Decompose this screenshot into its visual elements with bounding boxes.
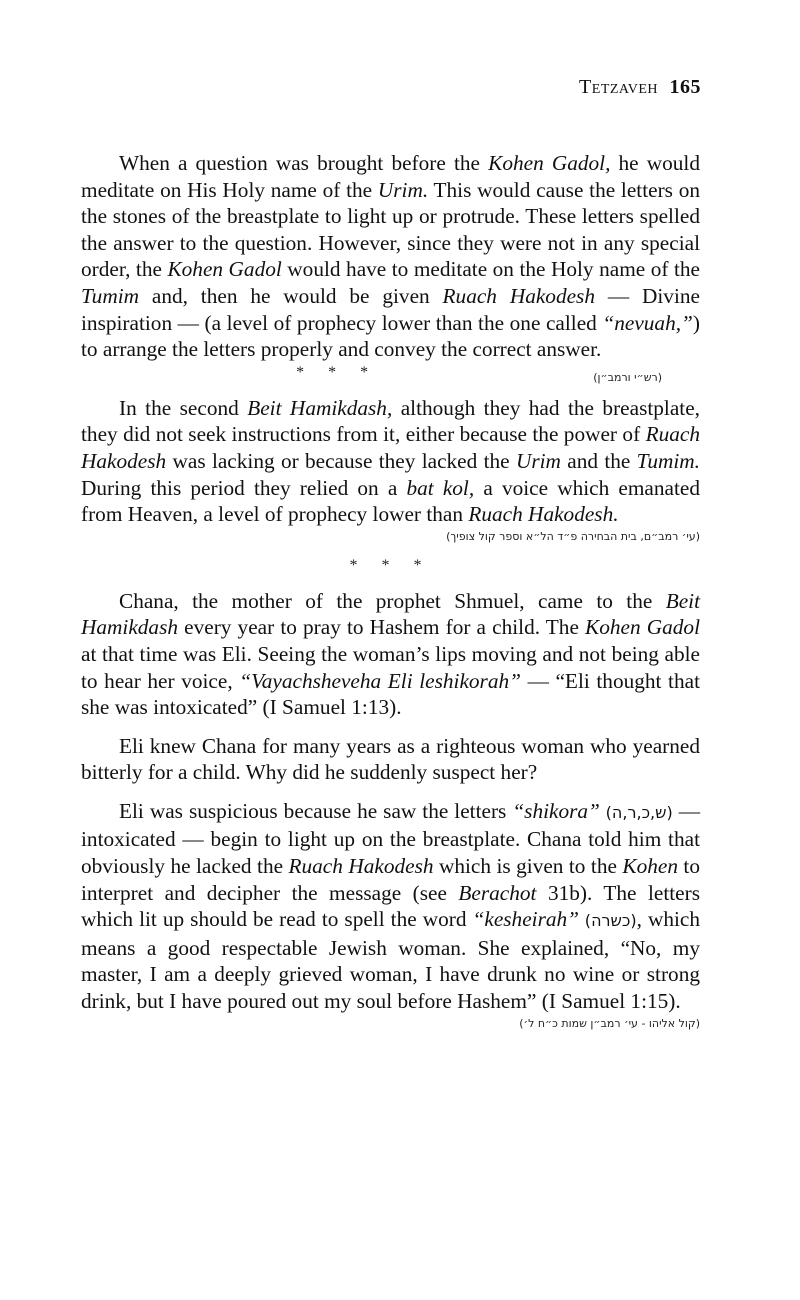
source-citation: (רש״י ורמב״ן) bbox=[593, 370, 662, 384]
italic-term: Ruach Hakodesh bbox=[81, 422, 700, 473]
text: and, then he would be given bbox=[139, 283, 443, 308]
text: and the bbox=[560, 448, 637, 473]
italic-term: “shikora” bbox=[512, 798, 600, 823]
text: — intoxicated — begin to light up on the breastplate. Chana told him that obviously he lacked the bbox=[81, 798, 700, 879]
text: he would meditate on His Holy name of the bbox=[81, 151, 700, 202]
text: at that time was Eli. Seeing the woman’s lips moving and not being able to hear her voice, bbox=[81, 641, 700, 693]
text: to interpret and decipher the message (see bbox=[81, 854, 700, 905]
italic-term: Kohen Gadol bbox=[585, 615, 701, 640]
italic-term: Urim. bbox=[377, 177, 429, 202]
text: would have to meditate on the Holy name of the bbox=[281, 257, 700, 282]
page-body bbox=[81, 150, 700, 1031]
italic-term: “kesheirah” bbox=[472, 907, 580, 932]
italic-term: Kohen Gadol bbox=[167, 257, 282, 282]
hebrew-word: (כשרה) bbox=[579, 911, 637, 931]
text: When a question was brought before the bbox=[119, 151, 489, 175]
text: Eli was suspicious because he saw the letters bbox=[119, 798, 513, 823]
page-number: 165 bbox=[669, 76, 701, 98]
text: Eli knew Chana for many years as a righteous woman who yearned bitterly for a child. Why did he suddenly suspect her? bbox=[81, 733, 700, 785]
text: 31b). The letters which lit up should be read to spell the word bbox=[81, 880, 700, 932]
paragraph-chana bbox=[81, 588, 700, 721]
text: was lacking or because they lacked the bbox=[166, 448, 516, 473]
paragraph-eli-knew bbox=[81, 733, 700, 786]
paragraph-urim-tumim bbox=[81, 150, 700, 384]
text: although they had the breastplate, they did not seek instructions from it, either because the power of bbox=[81, 395, 700, 447]
section-divider: * * * bbox=[349, 556, 432, 574]
text: — Divine inspiration — (a level of prophecy lower than the one called bbox=[81, 283, 700, 335]
running-header bbox=[579, 76, 701, 99]
text: — “Eli thought that she was intoxicated” (I Samuel 1:13). bbox=[81, 668, 700, 720]
italic-term: Ruach Hakodesh. bbox=[468, 502, 619, 527]
hebrew-letters: (ש,כ,ר,ה) bbox=[599, 802, 673, 822]
italic-term: Ruach Hakodesh bbox=[288, 854, 434, 879]
source-citation: (קול אליהו - עי׳ רמב״ן שמות כ״ח ל׳) bbox=[519, 1016, 700, 1030]
italic-term: Beit Hamikdash bbox=[81, 588, 700, 640]
text: Chana, the mother of the prophet Shmuel, came to the bbox=[119, 588, 666, 613]
text: , which means a good respectable Jewish woman. She explained, “No, my master, I am a deeply grieved woman, I have drunk no wine or strong drink, but I have poured out my soul before Hashem” (I Samuel 1:15). bbox=[81, 907, 700, 1014]
section-divider: * * * bbox=[296, 363, 379, 381]
text: which is given to the bbox=[433, 854, 623, 879]
italic-term: Tumim bbox=[81, 283, 139, 308]
source-citation: (עי׳ רמב״ם, בית הבחירה פ״ד הל״א וספר קול צופיך) bbox=[446, 529, 700, 543]
italic-term: “nevuah,” bbox=[602, 310, 693, 335]
text: a voice which emanated from Heaven, a level of prophecy lower than bbox=[81, 475, 700, 527]
text: This would cause the letters on the stones of the breastplate to light up or protrude. These letters spelled the answer to the question. However, since they were not in any special order, the bbox=[81, 177, 700, 282]
italic-term: “Vayachsheveha Eli leshikorah” bbox=[239, 668, 521, 693]
paragraph-second-temple bbox=[81, 395, 700, 528]
italic-term: Ruach Hakodesh bbox=[442, 283, 595, 308]
italic-term: Kohen bbox=[622, 854, 678, 879]
italic-term: Kohen Gadol, bbox=[488, 151, 611, 175]
text: During this period they relied on a bbox=[81, 475, 407, 500]
paragraph-eli-suspicious bbox=[81, 798, 700, 1015]
italic-term: Berachot bbox=[458, 880, 537, 905]
text: ) to arrange the letters properly and convey the correct answer. bbox=[81, 310, 700, 362]
italic-term: Tumim. bbox=[636, 448, 700, 473]
text: In the second bbox=[119, 395, 248, 420]
italic-term: Beit Hamikdash, bbox=[247, 395, 393, 420]
italic-term: Urim bbox=[515, 448, 561, 473]
italic-term: bat kol, bbox=[406, 475, 475, 500]
chapter-title: Tetzaveh bbox=[579, 76, 658, 98]
text: every year to pray to Hashem for a child. The bbox=[178, 615, 586, 640]
